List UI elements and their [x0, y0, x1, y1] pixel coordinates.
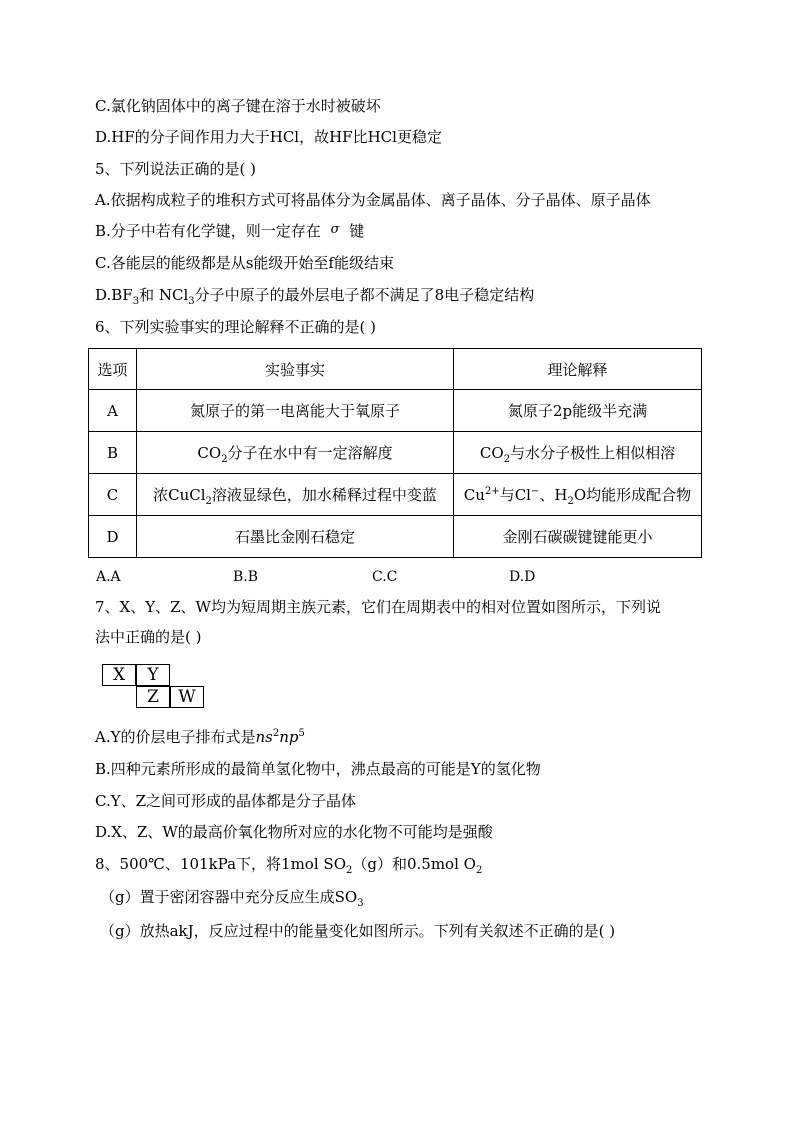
q5-option-d — [95, 285, 534, 305]
row-option: A — [89, 390, 137, 432]
q8-text: 8、500℃、101kPa下，将1mol — [95, 855, 319, 873]
q7-option-c: C.Y、Z之间可形成的晶体都是分子晶体 — [95, 792, 357, 810]
q7-option-a — [95, 727, 305, 747]
q6-table — [88, 348, 702, 558]
row-option: C — [89, 474, 137, 516]
row-fact — [137, 432, 454, 474]
row-fact — [137, 474, 454, 516]
subscript: 2 — [346, 865, 353, 876]
explanation-text: 与水分子极性上相似相溶 — [510, 444, 676, 462]
element-cell-w: W — [170, 686, 204, 708]
row-explanation: 金刚石碳碳键键能更小 — [454, 516, 702, 558]
row-fact: 氮原子的第一电离能大于氧原子 — [137, 390, 454, 432]
row-explanation — [454, 432, 702, 474]
h2o-formula: H — [554, 486, 568, 504]
h2o-formula-o: O — [573, 486, 587, 504]
q5-stem: 5、下列说法正确的是( ) — [95, 160, 257, 178]
separator: 、 — [539, 486, 555, 504]
q5-option-b — [95, 221, 364, 243]
cu-ion: Cu — [463, 486, 485, 504]
subscript: 3 — [132, 296, 140, 307]
superscript: − — [530, 486, 540, 497]
fact-prefix: 浓 — [153, 486, 169, 504]
row-option: D — [89, 516, 137, 558]
q8-stem-line3: （g）放热akJ，反应过程中的能量变化如图所示。下列有关叙述不正确的是( ) — [100, 922, 616, 940]
subscript: 2 — [221, 454, 228, 465]
row-option: B — [89, 432, 137, 474]
subscript: 2 — [567, 496, 574, 507]
table-row — [89, 432, 702, 474]
cucl2-formula: CuCl — [168, 486, 206, 504]
subscript: 2 — [205, 496, 212, 507]
q8-text-mid: （g）和0.5mol — [352, 855, 459, 873]
q5-option-a: A.依据构成粒子的堆积方式可将晶体分为金属晶体、离子晶体、分子晶体、原子晶体 — [95, 191, 651, 209]
header-fact: 实验事实 — [137, 349, 454, 390]
header-explanation: 理论解释 — [454, 349, 702, 390]
element-cell-x: X — [102, 664, 136, 686]
q4-option-d: D.HF的分子间作用力大于HCl，故HF比HCl更稳定 — [95, 128, 442, 146]
q8-text: （g）置于密闭容器中充分反应生成 — [100, 888, 335, 906]
table-row — [89, 474, 702, 516]
element-cell-z: Z — [136, 686, 170, 708]
table-header-row — [89, 349, 702, 390]
q6-stem: 6、下列实验事实的理论解释不正确的是( ) — [95, 318, 377, 336]
co2-formula: CO — [479, 444, 504, 462]
fact-text: 溶液显绿色，加水稀释过程中变蓝 — [211, 486, 437, 504]
superscript: 2+ — [484, 486, 500, 497]
header-option: 选项 — [89, 349, 137, 390]
bf3-formula: BF — [111, 286, 133, 304]
subscript: 2 — [503, 454, 511, 465]
q7-option-b: B.四种元素所形成的最简单氢化物中，沸点最高的可能是Y的氢化物 — [95, 760, 541, 778]
orbital-ns: ns — [255, 728, 273, 746]
q7-stem-line1: 7、X、Y、Z、W均为短周期主族元素，它们在周期表中的相对位置如图所示，下列说 — [95, 598, 661, 616]
superscript: 5 — [298, 728, 305, 739]
row-explanation — [454, 474, 702, 516]
fact-text: 分子在水中有一定溶解度 — [227, 444, 393, 462]
q6-option-b: B.B — [233, 569, 259, 585]
q4-option-c: C.氯化钠固体中的离子键在溶于水时被破坏 — [95, 97, 381, 115]
row-fact: 石墨比金刚石稳定 — [137, 516, 454, 558]
q6-option-a: A.A — [96, 569, 121, 585]
conj-text: 与 — [499, 486, 515, 504]
orbital-np: np — [279, 728, 299, 746]
q7a-text: A.Y的价层电子排布式是 — [95, 728, 256, 746]
table-row — [89, 516, 702, 558]
q5-option-c: C.各能层的能级都是从s能级开始至f能级结束 — [95, 254, 394, 272]
subscript: 3 — [188, 296, 195, 307]
so2-formula: SO — [323, 855, 346, 873]
q5d-and: 和 — [139, 286, 155, 304]
ncl3-formula: NCl — [158, 286, 189, 304]
q5d-rest: 分子中原子的最外层电子都不满足了8电子稳定结构 — [194, 286, 535, 304]
q7-option-d: D.X、Z、W的最高价氧化物所对应的水化物不可能均是强酸 — [95, 823, 493, 841]
q5b-text: B.分子中若有化学键，则一定存在 — [95, 222, 321, 240]
q6-option-d: D.D — [509, 569, 536, 585]
cl-ion: Cl — [514, 486, 531, 504]
q8-stem-line2 — [100, 887, 364, 907]
table-row — [89, 390, 702, 432]
q7-stem-line2: 法中正确的是( ) — [95, 628, 202, 646]
q8-stem-line1 — [95, 854, 482, 874]
subscript: 3 — [357, 898, 364, 909]
q6-option-c: C.C — [372, 569, 398, 585]
superscript: 2 — [272, 728, 280, 739]
element-cell-y: Y — [136, 664, 170, 686]
q5b-text-end: 键 — [349, 222, 365, 240]
row-explanation: 氮原子2p能级半充满 — [454, 390, 702, 432]
co2-formula: CO — [197, 444, 222, 462]
sigma-symbol: σ — [330, 222, 340, 237]
explanation-text: 均能形成配合物 — [586, 486, 692, 504]
q5d-label: D. — [95, 286, 112, 304]
subscript: 2 — [475, 865, 483, 876]
so3-formula: SO — [334, 888, 358, 906]
o2-formula: O — [463, 855, 476, 873]
